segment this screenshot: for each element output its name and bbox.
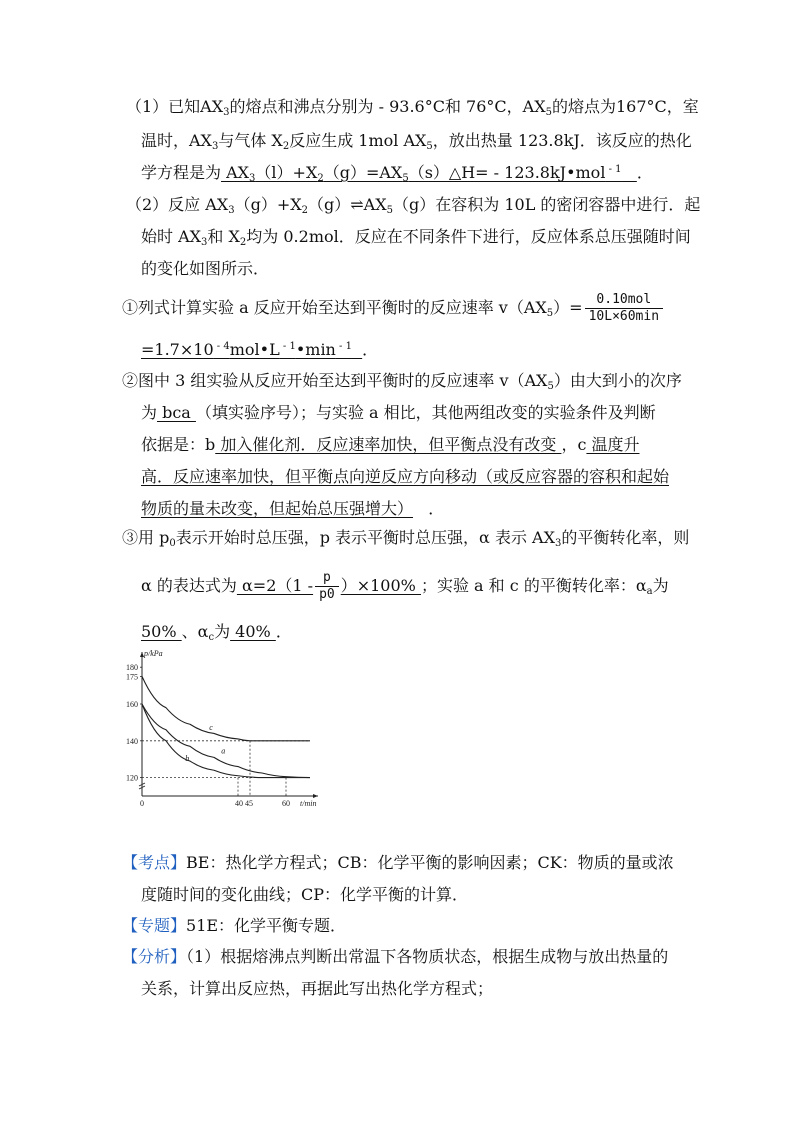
x-tick-label: 60: [282, 799, 290, 808]
x-tick-label: 40 45: [235, 799, 253, 808]
kaodian-line-1: 【考点】BE：热化学方程式；CB：化学平衡的影响因素；CK：物质的量或浓: [122, 853, 674, 872]
series-label-a: a: [221, 746, 226, 756]
s3-answer-expression: α=2（1 - $\frac{p}{p0}$ ）×100%: [236, 570, 421, 602]
y-tick-label: 180: [126, 663, 138, 673]
fenxi-line-1: 【分析】（1）根据熔沸点判断出常温下各物质状态，根据生成物与放出热量的: [122, 947, 669, 966]
fenxi-tag: 【分析】: [122, 947, 187, 966]
q1-answer: $AX_3(l)+X_2(g)=AX_5(s)\triangle H=$ - 123.8kJ•mol $^{- 1}$: [221, 163, 622, 184]
p-over-p0-fraction: $\frac{p}{p0}$: [315, 570, 339, 603]
s1-answer: =1.7×10 $^{- 4}$mol•L $^{- 1}$•min $^{- 1}$: [141, 340, 352, 359]
s3-line-3: 50% 、$\alpha_c$为 40% ．: [141, 622, 292, 643]
series-label-b: b: [185, 754, 190, 764]
x-tick-label: 0: [140, 799, 144, 808]
series-label-c: c: [209, 722, 213, 732]
y-axis-label: p/kPa: [144, 649, 163, 658]
y-tick-label: 160: [126, 700, 138, 709]
x-axis-arrow: [313, 794, 318, 798]
kaodian-tag: 【考点】: [122, 853, 187, 872]
q1-line-2: 温时，$AX_3$与气体 $X_2$反应生成 1mol $AX_5$，放出热量 123.8kJ．该反应的热化: [141, 131, 692, 152]
y-tick-label: 120: [126, 773, 138, 783]
x-axis-label: t/min: [300, 799, 317, 808]
zhuanti-line: 【专题】51E：化学平衡专题．: [122, 916, 347, 935]
s2-answer-order: bca: [157, 403, 196, 422]
s2-answer-c: 温度升: [586, 435, 640, 454]
kaodian-line-2: 度随时间的变化曲线；CP：化学平衡的计算．: [141, 885, 469, 904]
fenxi-line-2: 关系，计算出反应热，再据此写出热化学方程式；: [141, 979, 494, 998]
s3-answer-alpha-a: 50%: [141, 622, 182, 641]
pressure-time-chart: [128, 646, 328, 806]
s3-answer-alpha-c: 40%: [230, 622, 276, 641]
s2-line-1: ②图中 3 组实验从反应开始至达到平衡时的反应速率 $v(AX_5)$由大到小的次序: [122, 371, 682, 392]
q2-line-1: （2）反应 $AX_3(g)+X_2(g)\rightleftharpoons AX_5(g)$在容积为 10L 的密闭容器中进行．起: [126, 195, 701, 216]
s2-answer-b: 加入催化剂．反应速率加快，但平衡点没有改变: [215, 435, 562, 454]
y-tick-label: 140: [126, 736, 138, 746]
y-tick-label: 175: [126, 672, 138, 682]
s1-line-2: =1.7×10 $^{- 4}$mol•L $^{- 1}$•min $^{- 1}$ ．: [141, 340, 379, 359]
s2-line-3: 依据是：b 加入催化剂．反应速率加快，但平衡点没有改变 ，c 温度升: [141, 435, 640, 454]
rate-fraction: $\frac{\text{0.10mol}}{10L\times 60\min}$: [585, 292, 663, 325]
s1-line-1: ①列式计算实验 a 反应开始至达到平衡时的反应速率 $v(AX_5)=$ $\frac{\text{0.10mol}}{10L\times 60\min}$: [122, 292, 665, 325]
q1-line-3: 学方程是为 $AX_3(l)+X_2(g)=AX_5(s)\triangle H=$ - 123.8kJ•mol $^{- 1}$ ．: [141, 163, 653, 184]
q1-line-1: （1）已知$AX_3$的熔点和沸点分别为 - 93.6°C和 76°C，$AX_5$的熔点为167°C，室: [126, 97, 699, 118]
s3-line-1: ③用 $p_0$表示开始时总压强，p 表示平衡时总压强，α 表示 $AX_3$的平衡转化率，则: [122, 528, 690, 549]
s2-line-2: 为 bca （填实验序号）；与实验 a 相比，其他两组改变的实验条件及判断: [141, 403, 656, 422]
s2-line-4: 高．反应速率加快，但平衡点向逆反应方向移动（或反应容器的容积和起始: [141, 467, 670, 486]
q2-line-3: 的变化如图所示．: [141, 259, 270, 278]
zhuanti-tag: 【专题】: [122, 916, 187, 935]
s3-line-2: α 的表达式为 α=2（1 - $\frac{p}{p0}$ ）×100% ；实验 a 和 c 的平衡转化率：$\alpha_a$为: [141, 570, 669, 602]
q2-line-2: 始时 $AX_3$和 $X_2$均为 0.2mol．反应在不同条件下进行，反应体系总压强随时间: [141, 227, 691, 248]
s2-line-5: 物质的量未改变，但起始总压强增大） ．: [141, 499, 445, 518]
